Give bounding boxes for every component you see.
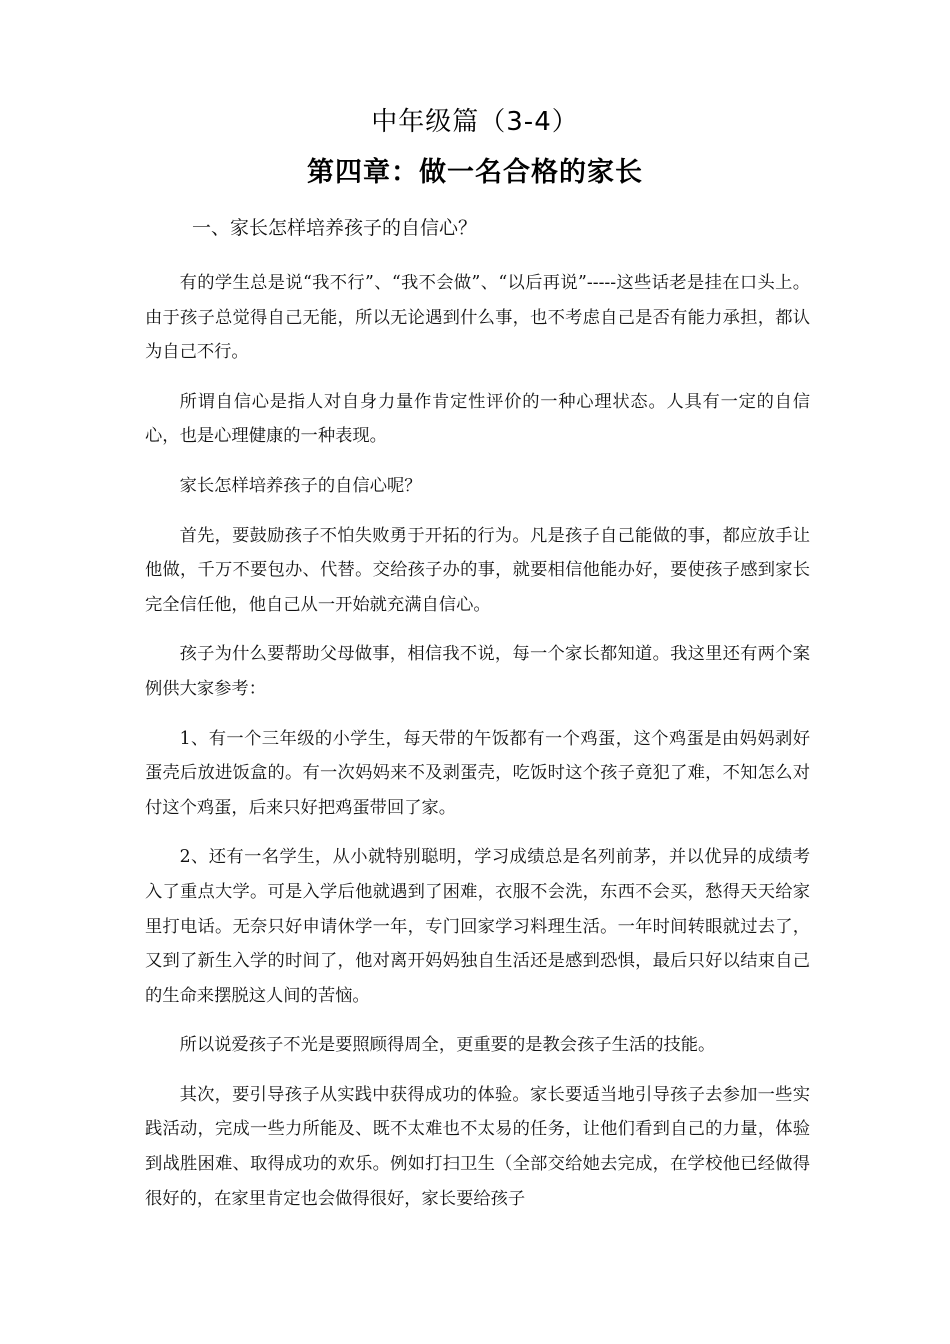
paragraph: 2、还有一名学生，从小就特别聪明，学习成绩总是名列前茅，并以优异的成绩考入了重点大学。可是入学后他就遇到了困难，衣服不会洗，东西不会买，愁得天天给家里打电话。无奈只好申请休学一年，专门回家学习料理生活。一年时间转眼就过去了，又到了新生入学的时间了，他对离开妈妈独自生活还是感到恐惧，最后只好以结束自己的生命来摆脱这人间的苦恼。 xyxy=(145,847,810,1006)
paragraph: 1、有一个三年级的小学生，每天带的午饭都有一个鸡蛋，这个鸡蛋是由妈妈剥好蛋壳后放进饭盒的。有一次妈妈来不及剥蛋壳，吃饭时这个孩子竟犯了难，不知怎么对付这个鸡蛋，后来只好把鸡蛋带回了家。 xyxy=(145,728,810,818)
paragraph: 孩子为什么要帮助父母做事，相信我不说，每一个家长都知道。我这里还有两个案例供大家参考： xyxy=(145,644,810,699)
paragraph: 所谓自信心是指人对自身力量作肯定性评价的一种心理状态。人具有一定的自信心，也是心理健康的一种表现。 xyxy=(145,391,810,447)
section-heading: 一、家长怎样培养孩子的自信心？ xyxy=(192,217,478,239)
paragraph: 其次，要引导孩子从实践中获得成功的体验。家长要适当地引导孩子去参加一些实践活动，完成一些力所能及、既不太难也不太易的任务，让他们看到自己的力量，体验到战胜困难、取得成功的欢乐。例如打扫卫生（全部交给她去完成，在学校他已经做得很好的，在家里肯定也会做得很好，家长要给孩子 xyxy=(145,1084,810,1209)
paragraph: 家长怎样培养孩子的自信心呢？ xyxy=(179,475,422,496)
body-text xyxy=(145,266,810,1231)
paragraph: 首先，要鼓励孩子不怕失败勇于开拓的行为。凡是孩子自己能做的事，都应放手让他做，千万不要包办、代替。交给孩子办的事，就要相信他能办好，要使孩子感到家长完全信任他，他自己从一开始就充满自信心。 xyxy=(145,525,810,615)
chapter-title: 第四章：做一名合格的家长 xyxy=(307,157,643,188)
paragraph: 所以说爱孩子不光是要照顾得周全，更重要的是教会孩子生活的技能。 xyxy=(179,1035,716,1056)
grade-title: 中年级篇（3-4） xyxy=(371,107,579,137)
paragraph: 有的学生总是说“我不行”、“我不会做”、“以后再说”-----这些话老是挂在口头上。由于孩子总觉得自己无能，所以无论遇到什么事，也不考虑自己是否有能力承担，都认为自己不行。 xyxy=(145,273,810,363)
